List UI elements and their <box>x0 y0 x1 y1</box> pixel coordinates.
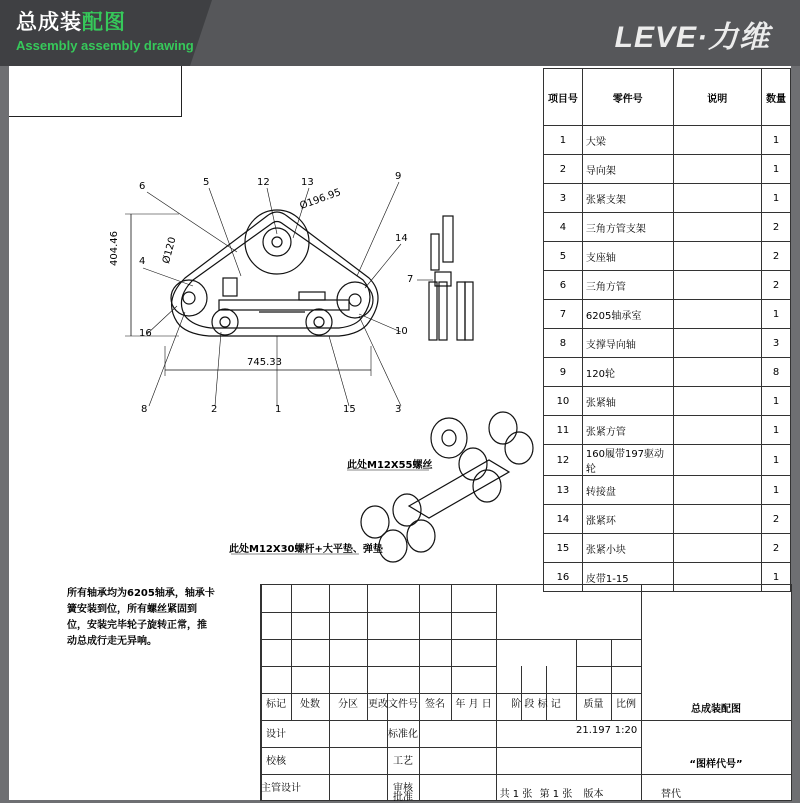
callout-7: 7 <box>407 274 414 285</box>
bom-cell-qty: 3 <box>762 329 791 358</box>
iso-note-1: 此处M12X55螺丝 <box>347 460 433 471</box>
bom-header-qty: 数量 <box>762 69 791 126</box>
bom-cell-no: 16 <box>544 563 583 592</box>
tb-sheets-total: 共 1 张 <box>499 789 533 800</box>
bom-cell-name: 大梁 <box>582 126 673 155</box>
bom-row <box>544 271 791 300</box>
tb-check: 校核 <box>266 756 286 767</box>
callout-5: 5 <box>203 177 210 188</box>
bom-cell-no: 2 <box>544 155 583 184</box>
iso-note-2: 此处M12X30螺杆+大平垫、弹垫 <box>229 544 383 555</box>
bom-cell-no: 12 <box>544 445 583 476</box>
tb-stage: 阶 段 标 记 <box>511 699 561 710</box>
tb-drawing-code: “图样代号” <box>689 759 743 770</box>
bom-cell-qty: 1 <box>762 476 791 505</box>
tb-design: 设计 <box>266 729 286 740</box>
title-part2: 配图 <box>82 10 126 34</box>
bom-cell-name: 160履带197驱动轮 <box>582 445 673 476</box>
bom-cell-name: 支座轴 <box>582 242 673 271</box>
callout-13: 13 <box>301 177 314 188</box>
bill-of-materials <box>543 68 791 592</box>
callout-8: 8 <box>141 404 148 415</box>
wheel-bottom-2 <box>306 309 332 335</box>
bom-cell-no: 3 <box>544 184 583 213</box>
bom-cell-qty: 1 <box>762 445 791 476</box>
main-frame <box>219 300 349 310</box>
bom-cell-name: 120轮 <box>582 358 673 387</box>
bom-cell-qty: 8 <box>762 358 791 387</box>
bom-row <box>544 445 791 476</box>
callout-1: 1 <box>275 404 282 415</box>
tb-sheet-no: 第 1 张 <box>539 789 573 800</box>
bom-cell-desc <box>673 387 762 416</box>
wheel-left <box>171 280 207 316</box>
bom-cell-desc <box>673 155 762 184</box>
tb-version: 版本 <box>583 789 604 800</box>
tb-change-doc: 更改文件号 <box>368 699 418 710</box>
bom-cell-no: 7 <box>544 300 583 329</box>
tb-count: 处数 <box>300 699 320 710</box>
header-bar <box>0 0 800 66</box>
bom-row <box>544 505 791 534</box>
bom-cell-no: 11 <box>544 416 583 445</box>
bom-row <box>544 300 791 329</box>
bom-cell-qty: 2 <box>762 242 791 271</box>
bom-cell-no: 8 <box>544 329 583 358</box>
bom-row <box>544 476 791 505</box>
tb-process: 工艺 <box>393 756 413 767</box>
page-subtitle: Assembly assembly drawing <box>16 38 194 53</box>
tb-drawing-name: 总成装配图 <box>691 704 741 715</box>
bom-cell-name: 三角方管支架 <box>582 213 673 242</box>
brand-logo: LEVE·力维 <box>614 21 770 54</box>
tb-mark: 标记 <box>266 699 286 710</box>
bom-cell-qty: 1 <box>762 184 791 213</box>
bom-row <box>544 358 791 387</box>
bom-cell-no: 15 <box>544 534 583 563</box>
tb-mass-label: 质量 <box>583 699 604 710</box>
bom-cell-desc <box>673 213 762 242</box>
bom-cell-qty: 2 <box>762 213 791 242</box>
tb-mass: 21.197 <box>576 725 611 736</box>
bom-cell-desc <box>673 126 762 155</box>
drive-sprocket <box>245 210 309 274</box>
bom-row <box>544 416 791 445</box>
bom-cell-qty: 2 <box>762 271 791 300</box>
bom-cell-name: 支撑导向轴 <box>582 329 673 358</box>
bom-cell-qty: 1 <box>762 416 791 445</box>
tb-chief-design: 主管设计 <box>261 783 301 794</box>
bom-cell-desc <box>673 476 762 505</box>
bom-cell-no: 13 <box>544 476 583 505</box>
bom-cell-qty: 2 <box>762 534 791 563</box>
bom-cell-desc <box>673 271 762 300</box>
bom-row <box>544 329 791 358</box>
dimension-diameter-small: Ø120 <box>161 235 179 265</box>
bom-row <box>544 242 791 271</box>
bom-cell-name: 张紧支架 <box>582 184 673 213</box>
bom-cell-name: 导向架 <box>582 155 673 184</box>
bom-row <box>544 387 791 416</box>
callout-4: 4 <box>139 256 146 267</box>
bom-cell-no: 6 <box>544 271 583 300</box>
callout-12: 12 <box>257 177 270 188</box>
bom-cell-desc <box>673 242 762 271</box>
bom-cell-desc <box>673 184 762 213</box>
wheel-bottom-1 <box>212 309 238 335</box>
bom-cell-name: 转接盘 <box>582 476 673 505</box>
callout-16: 16 <box>139 328 152 339</box>
bom-cell-qty: 1 <box>762 155 791 184</box>
callout-15: 15 <box>343 404 356 415</box>
bom-cell-name: 皮带1-15 <box>582 563 673 592</box>
drawing-sheet <box>9 66 791 803</box>
bom-row <box>544 126 791 155</box>
title-block <box>260 584 792 801</box>
bom-cell-no: 1 <box>544 126 583 155</box>
bom-cell-name: 6205轴承室 <box>582 300 673 329</box>
assembly-note: 所有轴承均为6205轴承，轴承卡簧安装到位，所有螺丝紧固到位，安装完毕轮子旋转正常，推动总成行走无异响。 <box>67 588 215 647</box>
bom-cell-name: 三角方管 <box>582 271 673 300</box>
tb-date: 年 月 日 <box>455 699 492 710</box>
bom-cell-qty: 1 <box>762 563 791 592</box>
bom-row <box>544 534 791 563</box>
bom-cell-name: 张紧轴 <box>582 387 673 416</box>
bom-cell-desc <box>673 445 762 476</box>
callout-6: 6 <box>139 181 146 192</box>
bom-cell-qty: 1 <box>762 126 791 155</box>
tb-standard: 标准化 <box>388 729 418 740</box>
bom-cell-desc <box>673 358 762 387</box>
page-title <box>16 6 126 36</box>
bom-header-desc: 说明 <box>673 69 762 126</box>
bom-row <box>544 155 791 184</box>
bom-cell-no: 14 <box>544 505 583 534</box>
dimension-height: 404.46 <box>109 231 120 266</box>
bom-cell-desc <box>673 416 762 445</box>
callout-3: 3 <box>395 404 402 415</box>
bom-header-row <box>544 69 791 126</box>
tb-approve: 批准 <box>393 792 413 803</box>
bom-cell-qty: 2 <box>762 505 791 534</box>
bom-row <box>544 184 791 213</box>
dimension-width: 745.33 <box>247 357 282 368</box>
end-view <box>417 216 473 340</box>
bom-cell-name: 涨紧环 <box>582 505 673 534</box>
bom-header-name: 零件号 <box>582 69 673 126</box>
tb-scale-label: 比例 <box>616 699 636 710</box>
assembly-drawing <box>9 66 543 584</box>
bom-cell-qty: 1 <box>762 387 791 416</box>
callout-2: 2 <box>211 404 218 415</box>
bom-cell-no: 10 <box>544 387 583 416</box>
title-part1: 总成装 <box>16 10 82 34</box>
bom-cell-qty: 1 <box>762 300 791 329</box>
bom-cell-desc <box>673 534 762 563</box>
callout-9: 9 <box>395 171 402 182</box>
bom-cell-name: 张紧小块 <box>582 534 673 563</box>
bom-cell-name: 张紧方管 <box>582 416 673 445</box>
bom-cell-no: 9 <box>544 358 583 387</box>
dimension-diameter-large: Ø196.95 <box>298 186 343 213</box>
bom-header-no: 项目号 <box>544 69 583 126</box>
bom-cell-no: 4 <box>544 213 583 242</box>
callout-14: 14 <box>395 233 408 244</box>
tb-review: 审核 <box>393 783 413 794</box>
bom-row <box>544 213 791 242</box>
tb-zone: 分区 <box>338 699 358 710</box>
bom-cell-desc <box>673 329 762 358</box>
bom-cell-desc <box>673 300 762 329</box>
bom-cell-no: 5 <box>544 242 583 271</box>
tb-signature: 签名 <box>425 699 445 710</box>
callout-10: 10 <box>395 326 408 337</box>
bom-cell-desc <box>673 505 762 534</box>
tb-scale: 1:20 <box>614 725 638 736</box>
tb-replace: 替代 <box>661 789 681 800</box>
